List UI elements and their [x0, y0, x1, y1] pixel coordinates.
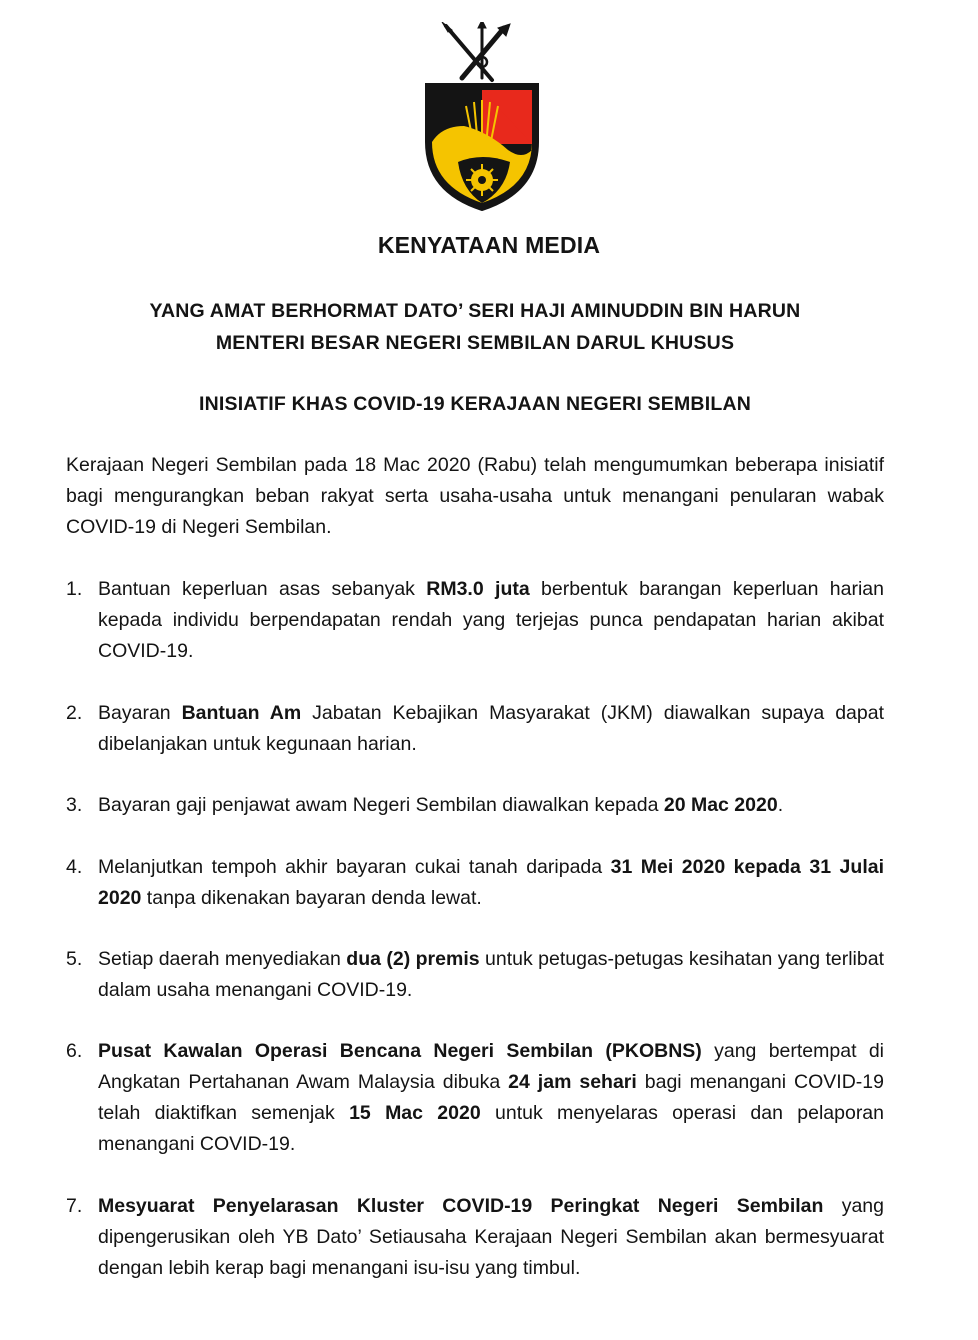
emphasis-text: 20 Mac 2020: [663, 794, 778, 816]
list-item-number: 6.: [66, 1040, 83, 1062]
text-run: Bayaran gaji penjawat awam Negeri Sembilan diawalkan kepada: [98, 794, 664, 816]
list-item-text: [98, 698, 884, 760]
text-run: .: [777, 794, 784, 816]
text-run: Jabatan Kebajikan Masyarakat (JKM) diawalkan supaya dapat dibelanjakan untuk kegunaan harian.: [98, 702, 884, 755]
list-item-text: [98, 574, 884, 667]
list-item-number: 5.: [66, 948, 83, 970]
list-item: [66, 852, 884, 914]
text-run: tanpa dikenakan bayaran denda lewat.: [141, 887, 482, 909]
state-crest-logo: [418, 22, 546, 212]
text-run: berbentuk barangan keperluan harian kepada individu berpendapatan rendah yang terjejas punca pendapatan harian akibat COVID-19.: [98, 578, 884, 662]
emphasis-text: 31 Mei 2020 kepada 31 Julai 2020: [98, 856, 884, 909]
text-run: Bayaran: [98, 702, 182, 724]
text-run: untuk menyelaras operasi dan pelaporan menangani COVID-19.: [98, 1102, 884, 1155]
list-item-text: [98, 1036, 884, 1160]
crossed-weapons-icon: [442, 22, 510, 80]
emphasis-text: Mesyuarat Penyelarasan Kluster COVID-19 Peringkat Negeri Sembilan: [98, 1195, 824, 1217]
emphasis-text: Pusat Kawalan Operasi Bencana Negeri Sembilan (PKOBNS): [98, 1040, 702, 1062]
person-title: MENTERI BESAR NEGERI SEMBILAN DARUL KHUSUS: [215, 332, 735, 354]
person-name: YANG AMAT BERHORMAT DATO’ SERI HAJI AMINUDDIN BIN HARUN: [149, 300, 801, 322]
list-item-number: 1.: [66, 578, 83, 600]
list-item: [66, 790, 884, 821]
list-item: [66, 574, 884, 667]
list-item-text: [98, 852, 884, 914]
text-run: Setiap daerah menyediakan: [98, 948, 347, 970]
list-item: [66, 698, 884, 760]
text-run: bagi menangani COVID-19 telah diaktifkan semenjak: [98, 1071, 884, 1124]
subject-heading: INISIATIF KHAS COVID-19 KERAJAAN NEGERI SEMBILAN: [198, 393, 752, 415]
list-item-number: 3.: [66, 794, 83, 816]
document-title: KENYATAAN MEDIA: [377, 232, 601, 258]
list-item-text: [98, 790, 884, 821]
emphasis-text: dua (2) premis: [346, 948, 480, 970]
emphasis-text: Bantuan Am: [181, 702, 302, 724]
text-run: yang dipengerusikan oleh YB Dato’ Setiausaha Kerajaan Negeri Sembilan akan bermesyuarat dengan lebih kerap bagi menangani isu-isu yang timbul.: [98, 1195, 884, 1279]
text-run: yang bertempat di Angkatan Pertahanan Awam Malaysia dibuka: [98, 1040, 884, 1093]
emphasis-text: RM3.0 juta: [426, 578, 530, 600]
list-item-text: [98, 944, 884, 1006]
text-run: Melanjutkan tempoh akhir bayaran cukai tanah daripada: [98, 856, 611, 878]
list-item: [66, 1036, 884, 1160]
emphasis-text: 24 jam sehari: [508, 1071, 637, 1093]
list-item-number: 2.: [66, 702, 83, 724]
list-item-number: 4.: [66, 856, 83, 878]
text-run: Bantuan keperluan asas sebanyak: [98, 578, 427, 600]
text-run: untuk petugas-petugas kesihatan yang terlibat dalam usaha menangani COVID-19.: [98, 948, 884, 1001]
list-item-number: 7.: [66, 1195, 83, 1217]
list-item: [66, 944, 884, 1006]
intro-paragraph: Kerajaan Negeri Sembilan pada 18 Mac 2020 (Rabu) telah mengumumkan beberapa inisiatif bagi mengurangkan beban rakyat serta usaha-usaha untuk menangani penularan wabak COVID-19 di Negeri Sembilan.: [66, 454, 884, 538]
emphasis-text: 15 Mac 2020: [349, 1102, 481, 1124]
list-item: [66, 1191, 884, 1284]
list-item-text: [98, 1191, 884, 1284]
